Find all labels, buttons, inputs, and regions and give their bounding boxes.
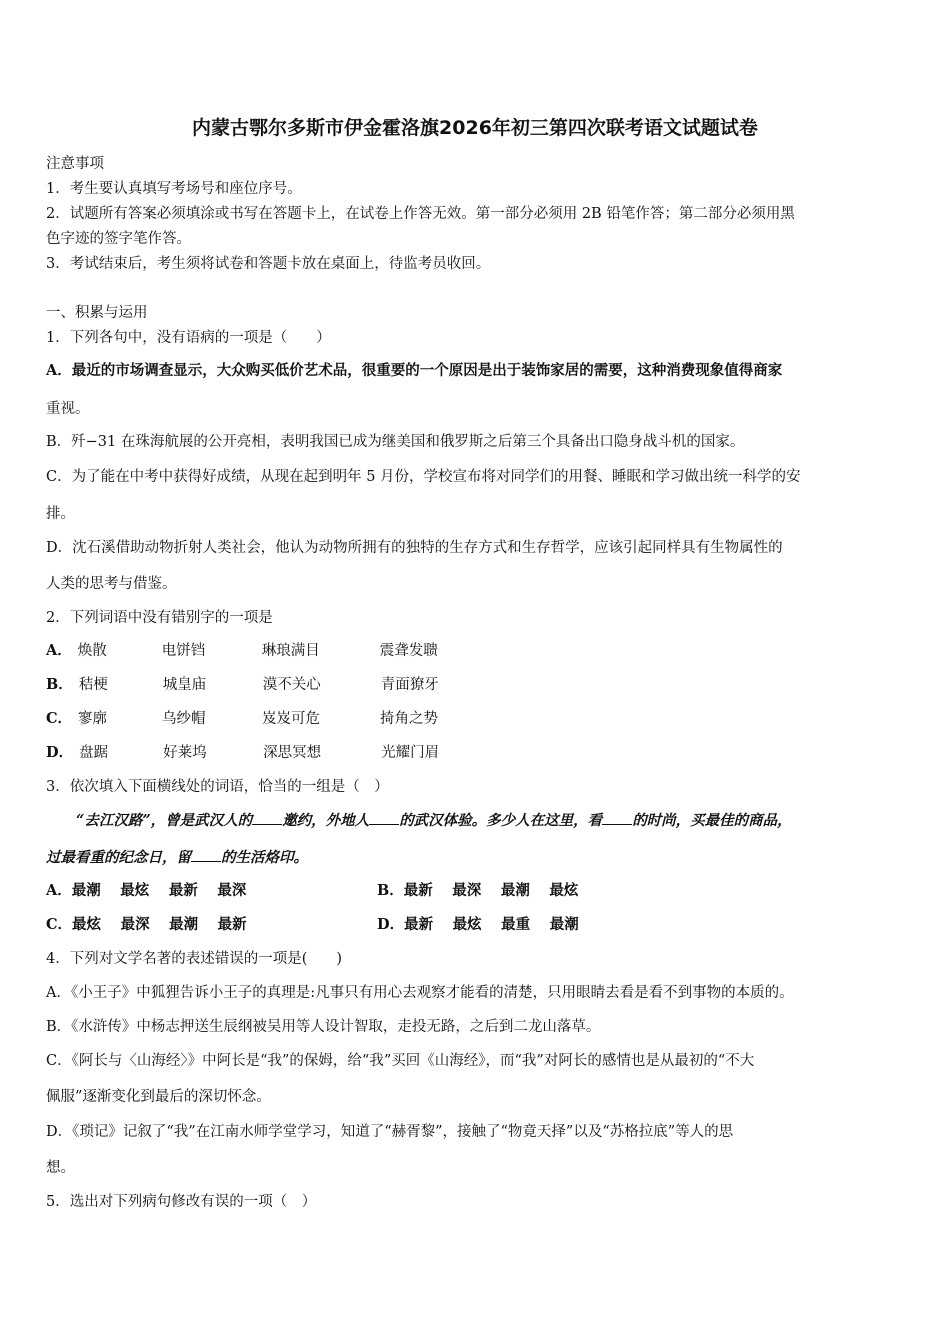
q2-stem: 2．下列词语中没有错别字的一项是 (46, 610, 273, 626)
passage-text: 邀约，外地人 (282, 812, 370, 829)
q3-option-c: C．最炫 最深 最潮 最新 (46, 916, 247, 933)
blank-3 (602, 812, 632, 825)
word: 漠不关心 (262, 677, 321, 693)
q1-option-a: A．最近的市场调查显示，大众购买低价艺术品，很重要的一个原因是出于装饰家居的需要，这种消费现象值得商家 (46, 362, 783, 379)
q3-stem: 3．依次填入下面横线处的词语，恰当的一组是（ ） (46, 779, 389, 795)
q4-stem: 4．下列对文学名著的表述错误的一项是( ) (46, 951, 343, 967)
word: 琳琅满目 (261, 643, 320, 659)
q1-option-d: D．沈石溪借助动物折射人类社会，他认为动物所拥有的独特的生存方式和生存哲学，应该引起同样具有生物属性的 (46, 540, 783, 556)
notice-heading: 注意事项 (46, 156, 104, 172)
option-label: D． (46, 744, 74, 761)
word: 深思冥想 (263, 745, 322, 761)
q4-option-d-cont: 想。 (46, 1160, 75, 1176)
word: 岌岌可危 (262, 711, 321, 727)
q4-option-c-cont: 佩服”逐渐变化到最后的深切怀念。 (46, 1089, 271, 1105)
q2-option-b (46, 673, 439, 694)
q4-option-b: B．《水浒传》中杨志押送生辰纲被吴用等人设计智取，走投无路，之后到二龙山落草。 (46, 1019, 601, 1035)
passage-text: 的时尚，买最佳的商品， (632, 812, 792, 829)
q2-option-c (46, 707, 438, 728)
q1-option-c: C．为了能在中考中获得好成绩，从现在起到明年 5 月份，学校宣布将对同学们的用餐、睡眠和学习做出统一科学的安 (46, 469, 801, 485)
q2-option-a (46, 639, 438, 660)
word: 电饼铛 (161, 643, 206, 659)
word: 青面獠牙 (380, 677, 439, 693)
q3-option-a: A．最潮 最炫 最新 最深 (46, 882, 247, 899)
passage-text: 过最看重的纪念日，留 (46, 849, 191, 866)
passage-text: 的武汉体验。多少人在这里，看 (399, 812, 603, 829)
word: 乌纱帽 (162, 711, 206, 727)
q5-stem: 5．选出对下列病句修改有误的一项（ ） (46, 1194, 317, 1210)
word: 光耀门眉 (381, 745, 440, 761)
q4-option-a: A．《小王子》中狐狸告诉小王子的真理是:凡事只有用心去观察才能看的清楚，只用眼睛去看是看不到事物的本质的。 (46, 985, 794, 1001)
q1-option-a-cont: 重视。 (46, 401, 90, 417)
q2-option-d (46, 741, 439, 762)
word: 寥廓 (78, 711, 108, 727)
q4-option-c: C．《阿长与〈山海经〉》中阿长是“我”的保姆，给“我”买回《山海经》，而“我”对阿长的感情也是从最初的“不大 (46, 1053, 755, 1069)
option-label: C． (46, 710, 73, 727)
blank-4 (191, 849, 221, 862)
blank-2 (369, 812, 399, 825)
word: 城皇庙 (162, 677, 207, 693)
notice-item-2-cont: 色字迹的签字笔作答。 (46, 231, 191, 247)
q1-option-b: B．歼−31 在珠海航展的公开亮相，表明我国已成为继美国和俄罗斯之后第三个具备出口隐身战斗机的国家。 (46, 434, 745, 450)
word: 焕散 (77, 643, 107, 659)
notice-item-1: 1．考生要认真填写考场号和座位序号。 (46, 181, 302, 197)
option-label: A． (46, 642, 72, 659)
word: 好莱坞 (163, 745, 207, 761)
section-heading: 一、积累与运用 (46, 305, 148, 321)
q1-stem: 1．下列各句中，没有语病的一项是（ ） (46, 330, 331, 346)
blank-1 (252, 812, 282, 825)
word: 震聋发聩 (379, 643, 438, 659)
notice-item-3: 3．考试结束后，考生须将试卷和答题卡放在桌面上，待监考员收回。 (46, 256, 491, 272)
passage-text: “去江汉路”，曾是武汉人的 (76, 812, 253, 829)
q3-passage-line-1 (46, 809, 908, 830)
q1-option-d-cont: 人类的思考与借鉴。 (46, 576, 177, 592)
passage-text: 的生活烙印。 (221, 849, 308, 866)
q3-option-d: D．最新 最炫 最重 最潮 (377, 916, 579, 933)
option-label: B． (46, 676, 73, 693)
notice-item-2: 2．试题所有答案必须填涂或书写在答题卡上，在试卷上作答无效。第一部分必须用 2B 铅笔作答；第二部分必须用黑 (46, 206, 795, 222)
word: 秸梗 (78, 677, 108, 693)
word: 掎角之势 (380, 711, 439, 727)
q4-option-d: D．《琐记》记叙了“我”在江南水师学堂学习，知道了“赫胥黎”，接触了“物竟天择”以及“苏格拉底”等人的思 (46, 1124, 734, 1140)
q1-option-c-cont: 排。 (46, 506, 75, 522)
q3-passage-line-2 (46, 846, 908, 867)
word: 盘踞 (79, 745, 109, 761)
q3-option-b: B．最新 最深 最潮 最炫 (377, 882, 579, 899)
page-title: 内蒙古鄂尔多斯市伊金霍洛旗2026年初三第四次联考语文试题试卷 (192, 117, 758, 139)
